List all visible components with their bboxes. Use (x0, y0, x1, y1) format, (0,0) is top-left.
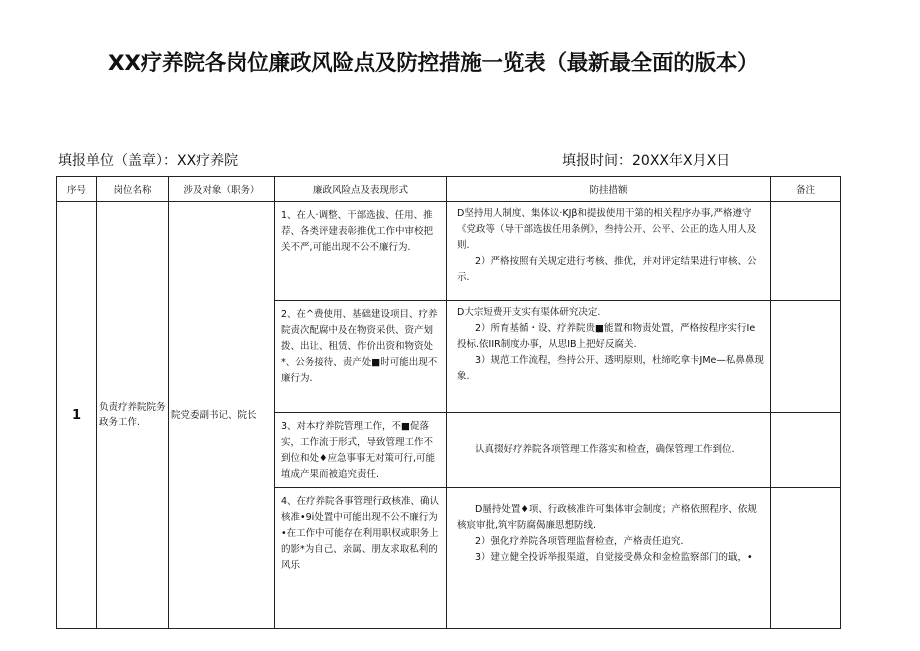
note-4 (771, 488, 841, 629)
measure-2-item-1: D大宗短费开支实有渠体研究决定. (457, 307, 601, 318)
note-1 (771, 202, 841, 301)
header-objects: 涉及对象（职务） (169, 177, 275, 202)
page-title: XX疗养院各岗位廉政风险点及防控措施一览表（最新最全面的版本） (108, 51, 759, 76)
position-name: 负责疗养院院务政务工作. (97, 202, 169, 629)
header-risks: 廉政风险点及表现形式 (275, 177, 447, 202)
note-3 (771, 413, 841, 488)
measure-3-item-1: 认真掇好疗养院各项管理工作落实和检查，确保管理工作到位. (475, 444, 735, 455)
reporting-unit: 填报单位（盖章）：XX疗养院 (58, 153, 239, 169)
reporting-time: 填报时间：20XX年X月X日 (562, 153, 731, 169)
measure-1-item-2: 2）严格按照有关规定进行考核、推优，并对评定结果进行审核、公示. (457, 256, 757, 283)
header-number: 序号 (57, 177, 97, 202)
measure-1-item-1: D坚持用人制度、集体议·KJβ和提拔使用干第的相关程序办事,严格遵守《党政等（导干部选拔任用条例》，叁持公开、公平、公正的选人用人及则. (457, 208, 757, 251)
involved-objects: 院党委副书记、院长 (169, 202, 275, 629)
measure-4-item-3: 3）建立健全投诉举报渠道，自觉接受鼻众和金检监察部门的戢，• (475, 552, 753, 563)
table-row (57, 202, 841, 301)
table-header-row (57, 177, 841, 202)
note-2 (771, 301, 841, 413)
header-measures: 防挂措额 (447, 177, 771, 202)
measure-2 (447, 301, 771, 413)
measure-1 (447, 202, 771, 301)
measure-4-item-2: 2）强化疗养院各项管理监督检查，产格责任追究. (475, 536, 684, 547)
measure-2-item-3: 3）规范工作流程，叁持公开、透明原则，杜缔吃拿卡JMe—私鼻鼻现象. (457, 355, 764, 382)
risk-point-2: 2、在^费使用、基础建设项目、疗养院责次配腐中及在物资采供、资产划拨、出让、租赁、作价出资和物资处*、公务接待、责产处■时可能出现不廉行为. (275, 301, 447, 413)
measure-4-item-1: D蜃持处置♦项、行政核准许可集体审会制度；产格依照程序、依规核宸审批,筑牢防腐偈廉思想防线. (457, 504, 757, 531)
risk-table (56, 176, 841, 629)
header-note: 备注 (771, 177, 841, 202)
risk-point-1: 1、在人·调整、干部选拔、任用、推荐、各类评建表彰推优工作中审校把关不严,可能出现不公不廉行为. (275, 202, 447, 301)
risk-point-3: 3、对本疗养院管理工作，不■促落实，工作流于形式，导致管理工作不到位和处♦应急事事无对策可行,可能埴成产果而被追究责任. (275, 413, 447, 488)
row-number: 1 (57, 202, 97, 629)
measure-4 (447, 488, 771, 629)
measure-3 (447, 413, 771, 488)
measure-2-item-2: 2）所育基循・设、疗养院贵■能置和物责处置，严格按程序实行Ie投标.依IIR制度办事，从思IB上把好反腐关. (457, 323, 756, 350)
header-position: 岗位名称 (97, 177, 169, 202)
risk-point-4: 4、在疗养院各事管理行政核准、确认核准•9i处置中可能出现不公不廉行为•在工作中可能存在利用职权或职务上的影*为自己、亲属、朋友求取私利的风乐 (275, 488, 447, 629)
